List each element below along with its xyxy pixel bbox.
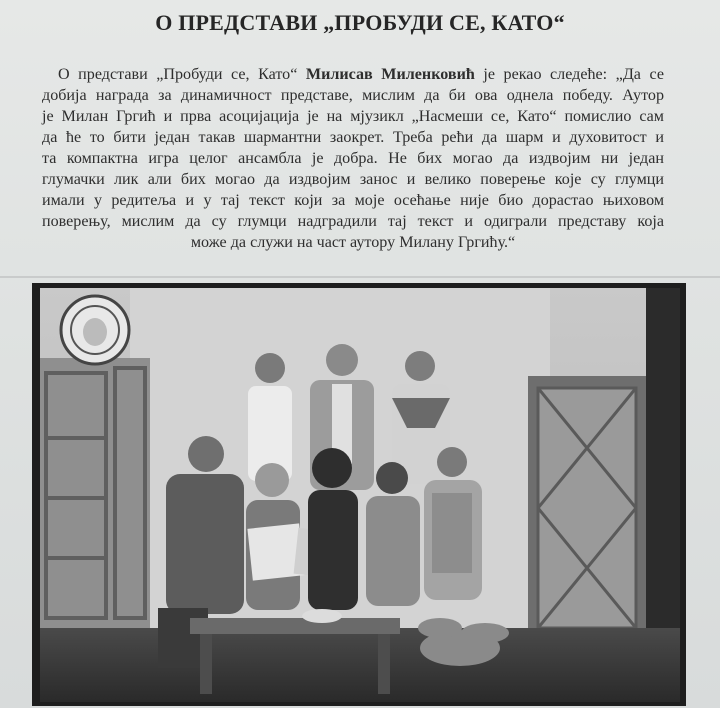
cast-photo <box>40 288 680 702</box>
article-line-1: О представи „Пробуди се, Като“ Милисав Миленковић је рекао следеће: „Да се <box>58 66 664 83</box>
article-line-2: добија награда за динамичност представе, мислим да би ова однела победу. Аутор <box>42 87 664 104</box>
article-line-6: глумачки лик али бих могао да издвојим занос и велико поверење које су глумци <box>42 171 664 188</box>
article-line-9: може да служи на част аутору Милану Гргићу.“ <box>190 234 516 251</box>
article-line-4: да ће то бити један такав шармантни заокрет. Треба рећи да шарм и духовитост и <box>42 129 664 146</box>
article-line-5: та компактна игра целог ансамбла је добра. Не бих могао да издвојим ни један <box>42 150 664 167</box>
article-line-3: је Милан Гргић и прва асоцијација је на мјузикл „Насмеши се, Като“ помислио сам <box>42 108 664 125</box>
article-line-8: поверењу, мислим да су глумци надградили тај текст и одиграли представу која <box>42 213 664 230</box>
article-line-7: имали у редитеља и у тај текст који за моје осећање није био дорастао њиховом <box>42 192 664 209</box>
speaker-name: Милисав Миленковић <box>305 66 475 83</box>
article-title: О ПРЕДСТАВИ „ПРОБУДИ СЕ, КАТО“ <box>155 10 565 35</box>
theatre-emblem <box>61 296 129 364</box>
page-fold <box>0 276 720 278</box>
cast-photo-illustration <box>40 288 680 702</box>
article-body <box>42 64 664 253</box>
